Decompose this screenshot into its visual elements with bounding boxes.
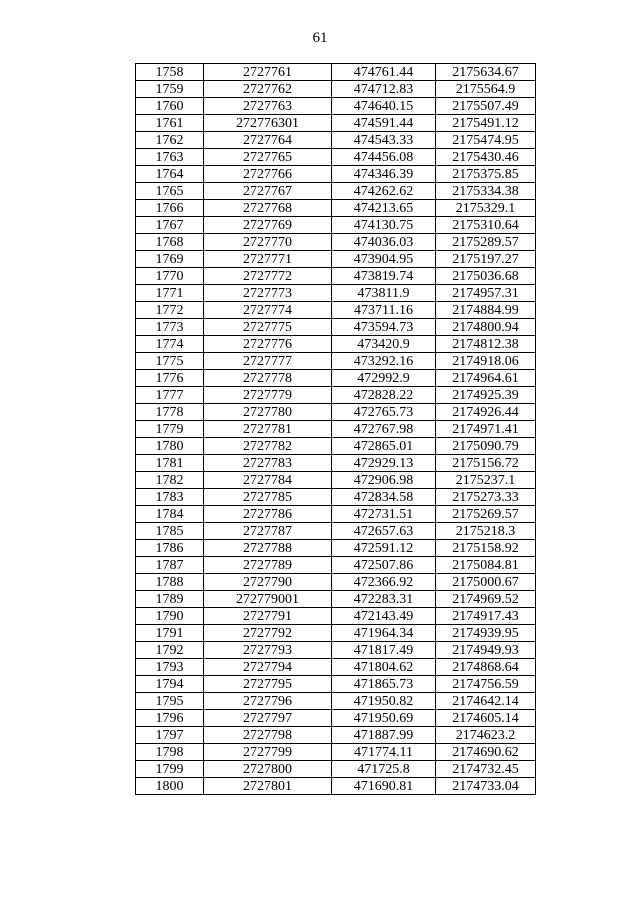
row-number-cell: 1772 [136, 302, 204, 319]
x-coordinate-cell: 472507.86 [332, 557, 436, 574]
table-row [136, 472, 536, 489]
y-coordinate-cell: 2174605.14 [436, 710, 536, 727]
x-coordinate-cell: 472865.01 [332, 438, 436, 455]
x-coordinate-cell: 474130.75 [332, 217, 436, 234]
point-id-cell: 2727763 [204, 98, 332, 115]
table-row [136, 523, 536, 540]
point-id-cell: 2727799 [204, 744, 332, 761]
row-number-cell: 1774 [136, 336, 204, 353]
row-number-cell: 1792 [136, 642, 204, 659]
x-coordinate-cell: 474262.62 [332, 183, 436, 200]
table-row [136, 302, 536, 319]
point-id-cell: 2727764 [204, 132, 332, 149]
y-coordinate-cell: 2174969.52 [436, 591, 536, 608]
row-number-cell: 1765 [136, 183, 204, 200]
point-id-cell: 2727792 [204, 625, 332, 642]
table-row [136, 132, 536, 149]
y-coordinate-cell: 2174949.93 [436, 642, 536, 659]
table-row [136, 438, 536, 455]
point-id-cell: 2727800 [204, 761, 332, 778]
y-coordinate-cell: 2174925.39 [436, 387, 536, 404]
table-row [136, 710, 536, 727]
x-coordinate-cell: 474591.44 [332, 115, 436, 132]
table-row [136, 676, 536, 693]
row-number-cell: 1780 [136, 438, 204, 455]
y-coordinate-cell: 2175474.95 [436, 132, 536, 149]
row-number-cell: 1759 [136, 81, 204, 98]
row-number-cell: 1788 [136, 574, 204, 591]
row-number-cell: 1758 [136, 64, 204, 81]
row-number-cell: 1761 [136, 115, 204, 132]
y-coordinate-cell: 2175289.57 [436, 234, 536, 251]
point-id-cell: 2727771 [204, 251, 332, 268]
table-row [136, 557, 536, 574]
x-coordinate-cell: 474712.83 [332, 81, 436, 98]
row-number-cell: 1777 [136, 387, 204, 404]
y-coordinate-cell: 2174800.94 [436, 319, 536, 336]
point-id-cell: 2727769 [204, 217, 332, 234]
y-coordinate-cell: 2174964.61 [436, 370, 536, 387]
table-row [136, 744, 536, 761]
point-id-cell: 2727761 [204, 64, 332, 81]
table-row [136, 659, 536, 676]
x-coordinate-cell: 471950.82 [332, 693, 436, 710]
row-number-cell: 1791 [136, 625, 204, 642]
table-row [136, 761, 536, 778]
row-number-cell: 1773 [136, 319, 204, 336]
y-coordinate-cell: 2174868.64 [436, 659, 536, 676]
y-coordinate-cell: 2175090.79 [436, 438, 536, 455]
x-coordinate-cell: 473292.16 [332, 353, 436, 370]
point-id-cell: 2727791 [204, 608, 332, 625]
x-coordinate-cell: 471865.73 [332, 676, 436, 693]
point-id-cell: 2727776 [204, 336, 332, 353]
table-row [136, 234, 536, 251]
table-row [136, 608, 536, 625]
point-id-cell: 2727783 [204, 455, 332, 472]
point-id-cell: 2727767 [204, 183, 332, 200]
table-row [136, 591, 536, 608]
table-row [136, 404, 536, 421]
x-coordinate-cell: 473711.16 [332, 302, 436, 319]
x-coordinate-cell: 472366.92 [332, 574, 436, 591]
row-number-cell: 1778 [136, 404, 204, 421]
coordinates-table [135, 63, 536, 795]
x-coordinate-cell: 473420.9 [332, 336, 436, 353]
y-coordinate-cell: 2175310.64 [436, 217, 536, 234]
x-coordinate-cell: 474640.15 [332, 98, 436, 115]
point-id-cell: 2727772 [204, 268, 332, 285]
x-coordinate-cell: 471887.99 [332, 727, 436, 744]
x-coordinate-cell: 473904.95 [332, 251, 436, 268]
table-row [136, 217, 536, 234]
row-number-cell: 1794 [136, 676, 204, 693]
point-id-cell: 2727797 [204, 710, 332, 727]
table-row [136, 319, 536, 336]
table-row [136, 64, 536, 81]
y-coordinate-cell: 2174971.41 [436, 421, 536, 438]
row-number-cell: 1776 [136, 370, 204, 387]
row-number-cell: 1790 [136, 608, 204, 625]
point-id-cell: 2727778 [204, 370, 332, 387]
x-coordinate-cell: 472929.13 [332, 455, 436, 472]
row-number-cell: 1793 [136, 659, 204, 676]
x-coordinate-cell: 474346.39 [332, 166, 436, 183]
table-row [136, 353, 536, 370]
y-coordinate-cell: 2174957.31 [436, 285, 536, 302]
row-number-cell: 1787 [136, 557, 204, 574]
table-row [136, 778, 536, 795]
row-number-cell: 1786 [136, 540, 204, 557]
x-coordinate-cell: 471690.81 [332, 778, 436, 795]
x-coordinate-cell: 472731.51 [332, 506, 436, 523]
row-number-cell: 1767 [136, 217, 204, 234]
y-coordinate-cell: 2174733.04 [436, 778, 536, 795]
point-id-cell: 2727779 [204, 387, 332, 404]
row-number-cell: 1783 [136, 489, 204, 506]
point-id-cell: 2727770 [204, 234, 332, 251]
table-row [136, 115, 536, 132]
y-coordinate-cell: 2175491.12 [436, 115, 536, 132]
y-coordinate-cell: 2174642.14 [436, 693, 536, 710]
row-number-cell: 1763 [136, 149, 204, 166]
row-number-cell: 1789 [136, 591, 204, 608]
row-number-cell: 1798 [136, 744, 204, 761]
table-row [136, 251, 536, 268]
row-number-cell: 1782 [136, 472, 204, 489]
y-coordinate-cell: 2174917.43 [436, 608, 536, 625]
page-number: 61 [312, 30, 328, 46]
point-id-cell: 2727794 [204, 659, 332, 676]
table-row [136, 642, 536, 659]
y-coordinate-cell: 2175000.67 [436, 574, 536, 591]
x-coordinate-cell: 472906.98 [332, 472, 436, 489]
y-coordinate-cell: 2175158.92 [436, 540, 536, 557]
table-row [136, 200, 536, 217]
row-number-cell: 1785 [136, 523, 204, 540]
table-row [136, 625, 536, 642]
x-coordinate-cell: 471950.69 [332, 710, 436, 727]
y-coordinate-cell: 2175273.33 [436, 489, 536, 506]
y-coordinate-cell: 2175507.49 [436, 98, 536, 115]
point-id-cell: 2727782 [204, 438, 332, 455]
x-coordinate-cell: 472992.9 [332, 370, 436, 387]
table-row [136, 387, 536, 404]
row-number-cell: 1771 [136, 285, 204, 302]
table-row [136, 506, 536, 523]
table-row [136, 455, 536, 472]
row-number-cell: 1762 [136, 132, 204, 149]
x-coordinate-cell: 472657.63 [332, 523, 436, 540]
point-id-cell: 2727801 [204, 778, 332, 795]
y-coordinate-cell: 2175036.68 [436, 268, 536, 285]
row-number-cell: 1770 [136, 268, 204, 285]
point-id-cell: 2727788 [204, 540, 332, 557]
y-coordinate-cell: 2175197.27 [436, 251, 536, 268]
y-coordinate-cell: 2175218.3 [436, 523, 536, 540]
row-number-cell: 1800 [136, 778, 204, 795]
table-row [136, 540, 536, 557]
row-number-cell: 1799 [136, 761, 204, 778]
y-coordinate-cell: 2174732.45 [436, 761, 536, 778]
y-coordinate-cell: 2174756.59 [436, 676, 536, 693]
x-coordinate-cell: 474543.33 [332, 132, 436, 149]
coordinates-table-body [136, 64, 536, 795]
row-number-cell: 1775 [136, 353, 204, 370]
point-id-cell: 2727795 [204, 676, 332, 693]
table-row [136, 183, 536, 200]
table-row [136, 336, 536, 353]
y-coordinate-cell: 2175634.67 [436, 64, 536, 81]
y-coordinate-cell: 2175084.81 [436, 557, 536, 574]
x-coordinate-cell: 473811.9 [332, 285, 436, 302]
row-number-cell: 1796 [136, 710, 204, 727]
table-row [136, 693, 536, 710]
y-coordinate-cell: 2175334.38 [436, 183, 536, 200]
x-coordinate-cell: 472767.98 [332, 421, 436, 438]
point-id-cell: 2727789 [204, 557, 332, 574]
table-row [136, 370, 536, 387]
y-coordinate-cell: 2175269.57 [436, 506, 536, 523]
x-coordinate-cell: 471964.34 [332, 625, 436, 642]
row-number-cell: 1769 [136, 251, 204, 268]
x-coordinate-cell: 472834.58 [332, 489, 436, 506]
point-id-cell: 272779001 [204, 591, 332, 608]
x-coordinate-cell: 473594.73 [332, 319, 436, 336]
table-row [136, 489, 536, 506]
row-number-cell: 1764 [136, 166, 204, 183]
table-row [136, 421, 536, 438]
y-coordinate-cell: 2175156.72 [436, 455, 536, 472]
point-id-cell: 2727773 [204, 285, 332, 302]
x-coordinate-cell: 472828.22 [332, 387, 436, 404]
y-coordinate-cell: 2174918.06 [436, 353, 536, 370]
point-id-cell: 2727768 [204, 200, 332, 217]
table-row [136, 727, 536, 744]
point-id-cell: 2727784 [204, 472, 332, 489]
table-row [136, 98, 536, 115]
x-coordinate-cell: 472765.73 [332, 404, 436, 421]
point-id-cell: 2727775 [204, 319, 332, 336]
point-id-cell: 2727796 [204, 693, 332, 710]
x-coordinate-cell: 471774.11 [332, 744, 436, 761]
y-coordinate-cell: 2175564.9 [436, 81, 536, 98]
point-id-cell: 2727765 [204, 149, 332, 166]
point-id-cell: 2727766 [204, 166, 332, 183]
y-coordinate-cell: 2175430.46 [436, 149, 536, 166]
x-coordinate-cell: 472143.49 [332, 608, 436, 625]
y-coordinate-cell: 2175237.1 [436, 472, 536, 489]
x-coordinate-cell: 471725.8 [332, 761, 436, 778]
row-number-cell: 1760 [136, 98, 204, 115]
point-id-cell: 2727762 [204, 81, 332, 98]
row-number-cell: 1797 [136, 727, 204, 744]
x-coordinate-cell: 472591.12 [332, 540, 436, 557]
x-coordinate-cell: 474456.08 [332, 149, 436, 166]
point-id-cell: 272776301 [204, 115, 332, 132]
row-number-cell: 1768 [136, 234, 204, 251]
table-row [136, 81, 536, 98]
row-number-cell: 1779 [136, 421, 204, 438]
row-number-cell: 1781 [136, 455, 204, 472]
row-number-cell: 1784 [136, 506, 204, 523]
point-id-cell: 2727790 [204, 574, 332, 591]
table-row [136, 166, 536, 183]
point-id-cell: 2727787 [204, 523, 332, 540]
x-coordinate-cell: 474761.44 [332, 64, 436, 81]
table-row [136, 268, 536, 285]
row-number-cell: 1766 [136, 200, 204, 217]
point-id-cell: 2727786 [204, 506, 332, 523]
y-coordinate-cell: 2174926.44 [436, 404, 536, 421]
x-coordinate-cell: 474036.03 [332, 234, 436, 251]
y-coordinate-cell: 2174690.62 [436, 744, 536, 761]
point-id-cell: 2727798 [204, 727, 332, 744]
x-coordinate-cell: 473819.74 [332, 268, 436, 285]
y-coordinate-cell: 2175329.1 [436, 200, 536, 217]
y-coordinate-cell: 2174812.38 [436, 336, 536, 353]
x-coordinate-cell: 471817.49 [332, 642, 436, 659]
point-id-cell: 2727793 [204, 642, 332, 659]
point-id-cell: 2727774 [204, 302, 332, 319]
y-coordinate-cell: 2174939.95 [436, 625, 536, 642]
row-number-cell: 1795 [136, 693, 204, 710]
table-row [136, 574, 536, 591]
point-id-cell: 2727777 [204, 353, 332, 370]
point-id-cell: 2727780 [204, 404, 332, 421]
point-id-cell: 2727781 [204, 421, 332, 438]
table-row [136, 285, 536, 302]
x-coordinate-cell: 472283.31 [332, 591, 436, 608]
table-row [136, 149, 536, 166]
y-coordinate-cell: 2175375.85 [436, 166, 536, 183]
point-id-cell: 2727785 [204, 489, 332, 506]
x-coordinate-cell: 471804.62 [332, 659, 436, 676]
x-coordinate-cell: 474213.65 [332, 200, 436, 217]
y-coordinate-cell: 2174884.99 [436, 302, 536, 319]
y-coordinate-cell: 2174623.2 [436, 727, 536, 744]
